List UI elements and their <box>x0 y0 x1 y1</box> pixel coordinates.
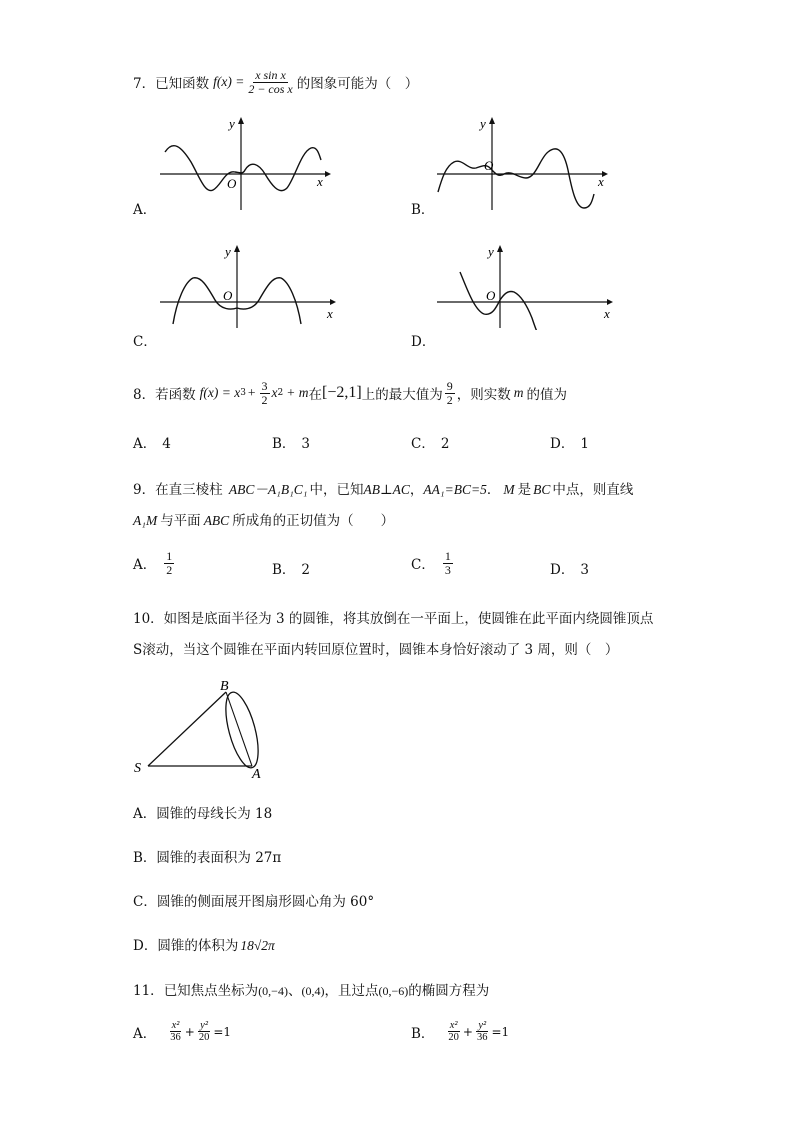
x-axis-arrow <box>325 171 331 177</box>
origin-label: O <box>227 176 237 191</box>
y-axis-arrow <box>238 117 244 124</box>
q7-graph-a <box>155 112 335 214</box>
q9-BC: BC <box>533 482 551 497</box>
frac-den: 3 <box>444 562 451 577</box>
q7-frac-den: 2 − cos x <box>248 81 293 96</box>
q8-option-c[interactable] <box>411 432 449 452</box>
q11-stem <box>133 979 489 999</box>
frac-num: 1 <box>444 549 451 563</box>
y-axis-arrow <box>497 245 503 252</box>
frac-den: 20 <box>448 1032 459 1044</box>
x-fraction <box>446 1020 461 1043</box>
origin-label: O <box>223 288 233 303</box>
option-text: 圆锥的母线长为 18 <box>156 806 273 822</box>
q9-text-a: 在直三棱柱 <box>155 482 223 498</box>
curve <box>438 149 594 208</box>
curve <box>460 272 538 330</box>
q7-option-d-label[interactable]: D． <box>411 334 436 350</box>
q8-coef <box>260 380 270 406</box>
q9-text-f: 与平面 <box>160 513 201 529</box>
q9-option-d[interactable] <box>550 558 589 578</box>
option-label: B． <box>411 1025 435 1042</box>
q9-A1M: A₁M <box>133 513 158 528</box>
q8-plus: + <box>247 385 256 400</box>
option-fraction <box>164 550 174 576</box>
x-axis-arrow <box>330 299 336 305</box>
option-label: B． <box>272 436 296 452</box>
frac-num: y² <box>478 1020 487 1031</box>
q8-option-d[interactable] <box>550 432 589 452</box>
q9-eq: AA₁=BC=5 <box>423 482 487 497</box>
q9-number: 9． <box>133 482 156 498</box>
y-fraction <box>197 1020 212 1043</box>
q11-number: 11． <box>133 983 164 999</box>
label-B: B <box>220 679 229 694</box>
option-text: 圆锥的体积为 <box>157 938 239 954</box>
q11-text-d: 的椭圆方程为 <box>408 983 490 999</box>
q8-end2: 的值为 <box>526 387 567 403</box>
axis-y-label: y <box>225 244 231 259</box>
axis-x-label: x <box>598 174 604 189</box>
q7-suffix: 的图象可能为（ ） <box>296 76 419 92</box>
axis-y-label: y <box>480 116 486 131</box>
q10-option-b[interactable] <box>133 846 281 866</box>
q10-option-a[interactable] <box>133 802 272 822</box>
option-value: 3 <box>580 562 589 578</box>
frac-den: 36 <box>170 1032 181 1044</box>
option-label: D． <box>550 562 575 578</box>
axis-x-label: x <box>327 306 333 321</box>
q7-frac-num: x sin x <box>255 67 286 82</box>
option-value: 3 <box>301 436 311 452</box>
option-label: A． <box>133 557 157 574</box>
axis-y-label: y <box>229 116 235 131</box>
option-label: C． <box>133 894 157 910</box>
frac-num: x² <box>449 1020 458 1031</box>
option-value: 2 <box>440 436 450 452</box>
curve <box>165 146 321 191</box>
rhs: =1 <box>491 1024 510 1039</box>
y-axis-arrow <box>489 117 495 124</box>
option-label: A． <box>133 806 157 822</box>
q8-var: m <box>513 385 524 400</box>
q11-p2: (0,4) <box>301 984 325 998</box>
option-label: B． <box>272 562 296 578</box>
option-label: D． <box>550 436 575 452</box>
q9-text-c: ． <box>486 482 501 498</box>
q10-option-d[interactable] <box>133 934 275 954</box>
q9-M: M <box>503 482 515 497</box>
q7-graph-c <box>155 238 340 330</box>
origin-label: O <box>486 288 496 303</box>
q8-interval: [−2,1] <box>322 384 362 401</box>
q9-plane: ABC <box>203 513 230 528</box>
option-value: 2 <box>301 562 311 578</box>
option-label: A． <box>133 1025 157 1042</box>
q9-prism: ABC－A₁B₁C₁ <box>228 482 308 497</box>
option-math: 18√2π <box>240 938 275 953</box>
q8-end: ，则实数 <box>456 387 511 403</box>
plus: + <box>184 1024 195 1039</box>
q8-prefix: 若函数 <box>155 387 196 403</box>
option-text: 圆锥的侧面展开图扇形圆心角为 60° <box>156 894 375 910</box>
q7-option-b-label[interactable]: B． <box>411 202 435 218</box>
q11-p3: (0,−6) <box>378 984 409 998</box>
frac-num: 1 <box>166 549 173 563</box>
q8-max-num: 9 <box>446 378 453 393</box>
rhs: =1 <box>213 1024 232 1039</box>
option-fraction <box>443 550 453 576</box>
option-label: D． <box>133 938 158 954</box>
q8-coef-num: 3 <box>261 378 268 393</box>
q8-number: 8． <box>133 387 156 403</box>
q11-text-c: ，且过点 <box>324 983 379 999</box>
q7-fraction <box>246 69 294 95</box>
option-text: 圆锥的表面积为 27π <box>156 850 282 866</box>
q11-text-a: 已知焦点坐标为 <box>163 983 259 999</box>
q9-perp: AB⊥AC <box>363 482 410 497</box>
q8-option-b[interactable] <box>272 432 310 452</box>
q7-option-a-label[interactable]: A． <box>133 202 157 218</box>
q11-option-b[interactable] <box>411 1020 509 1043</box>
generatrix-sb <box>148 692 226 766</box>
q9-line1 <box>133 478 633 498</box>
q9-text-d: 是 <box>517 482 532 498</box>
cone-base <box>219 689 264 771</box>
q10-line2: S滚动，当这个圆锥在平面内转回原位置时，圆锥本身恰好滚动了 3 周，则（ ） <box>133 642 619 658</box>
base-diameter <box>226 692 252 766</box>
q8-in: 在 <box>308 387 323 403</box>
q7-prefix: 已知函数 <box>155 76 210 92</box>
q7-number: 7． <box>133 76 156 92</box>
frac-den: 2 <box>166 562 173 577</box>
q10-line1: 10．如图是底面半径为 3 的圆锥，将其放倒在一平面上，使圆锥在此平面内绕圆锥顶点 <box>133 611 654 627</box>
x-fraction <box>168 1020 183 1043</box>
frac-den: 36 <box>476 1032 488 1044</box>
q8-option-a[interactable] <box>133 432 171 452</box>
q8-stem: 8． 若函数 f(x) = x 3 + $\frac{3}{2}$ x 2 + m 在 [−2,1] 上的最大值为 $\frac{9}{2}$ ，则实数 m 的值为 <box>133 378 567 407</box>
q7-graph-d <box>432 238 617 330</box>
option-label: C． <box>411 436 435 452</box>
option-label: C． <box>411 557 435 574</box>
q9-text-g: 所成角的正切值为（ ） <box>232 513 395 529</box>
y-fraction <box>475 1020 490 1043</box>
q10-option-c[interactable] <box>133 890 374 910</box>
q9-option-c[interactable] <box>411 550 455 576</box>
q8-fx: f(x) = x <box>199 385 241 400</box>
q9-sep: ， <box>409 482 424 498</box>
frac-num: y² <box>200 1020 208 1031</box>
q9-text-e: 中点，则直线 <box>552 482 634 498</box>
label-S: S <box>134 761 141 776</box>
q7-option-c-label[interactable]: C． <box>133 334 157 350</box>
x-axis-arrow <box>607 299 613 305</box>
axis-y-label: y <box>488 244 494 259</box>
q10-cone-figure <box>130 676 270 781</box>
q9-option-a[interactable] <box>133 550 176 576</box>
label-A: A <box>252 767 261 781</box>
axis-x-label: x <box>317 174 323 189</box>
q8-max-text: 上的最大值为 <box>361 387 443 403</box>
origin-label: O <box>484 158 494 173</box>
q9-text-b: 中，已知 <box>309 482 364 498</box>
q8-max-den: 2 <box>446 392 453 407</box>
frac-den: 20 <box>198 1032 210 1044</box>
plus: + <box>462 1024 473 1039</box>
q11-p1: (0,−4) <box>258 984 288 998</box>
q7-fx: f(x) = <box>213 74 245 89</box>
option-label: A． <box>133 436 157 452</box>
q8-tail: + m <box>286 385 309 400</box>
option-label: B． <box>133 850 157 866</box>
axis-x-label: x <box>604 306 610 321</box>
q9-option-b[interactable] <box>272 558 310 578</box>
y-axis-arrow <box>234 245 240 252</box>
q11-text-b: 、 <box>287 983 302 999</box>
q7-graph-b <box>432 112 612 214</box>
frac-num: x² <box>171 1020 180 1031</box>
q11-option-a[interactable] <box>133 1020 231 1043</box>
q7-stem <box>133 66 418 98</box>
option-value: 4 <box>162 436 171 452</box>
q8-x2: x <box>271 385 278 400</box>
option-value: 1 <box>580 436 589 452</box>
q8-max <box>445 380 455 406</box>
q9-line2 <box>133 509 394 529</box>
q8-coef-den: 2 <box>261 392 268 407</box>
